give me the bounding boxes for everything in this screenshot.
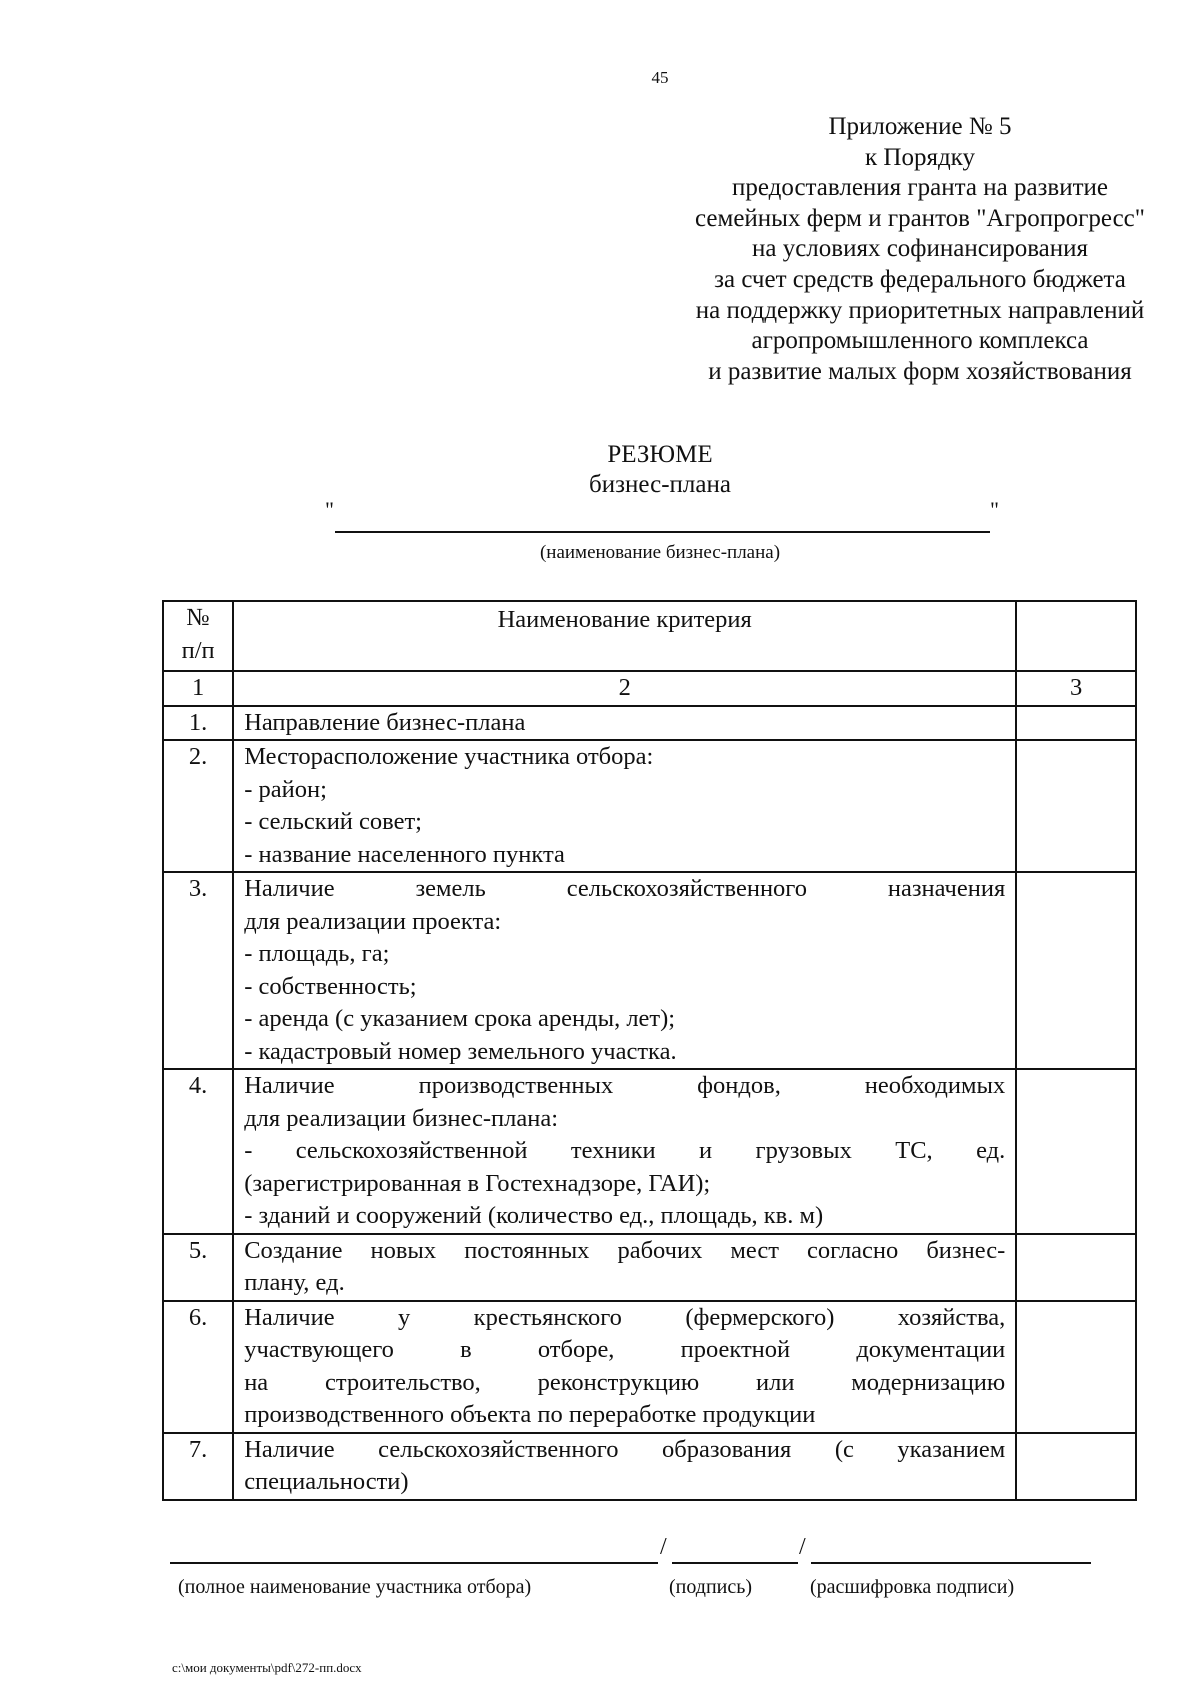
appendix-line: агропромышленного комплекса: [751, 327, 1089, 355]
row-criterion: Месторасположение участника отбора: - район; - сельский совет; - название населенного пункта: [233, 740, 1016, 872]
file-path-footer: с:\мои документы\pdf\272-пп.docx: [172, 1660, 362, 1675]
table-row: [163, 1234, 1136, 1301]
table-row: [163, 872, 1136, 1069]
appendix-line: Приложение № 5: [828, 113, 1012, 140]
appendix-line: на поддержку приоритетных направлений: [695, 296, 1145, 324]
row-value-cell[interactable]: [1016, 740, 1136, 872]
table-row: [163, 740, 1136, 872]
slash-separator: /: [660, 1534, 667, 1560]
row-number: 4.: [163, 1069, 233, 1234]
row-number: 5.: [163, 1234, 233, 1301]
table-row: [163, 1069, 1136, 1234]
table-index-row: [163, 671, 1136, 706]
name-caption: (наименование бизнес-плана): [539, 542, 781, 563]
table-row: [163, 706, 1136, 741]
row-criterion: Создание новых постоянных рабочих мест согласно бизнес- плану, ед.: [233, 1234, 1016, 1301]
row-value-cell[interactable]: [1016, 1433, 1136, 1500]
quote-close: ": [990, 497, 999, 522]
page-number: 45: [651, 68, 669, 87]
decoding-caption: (расшифровка подписи): [810, 1576, 1015, 1598]
title-main: РЕЗЮМЕ: [607, 441, 713, 468]
table-row: [163, 1433, 1136, 1500]
row-criterion: Наличие земель сельскохозяйственного назначения для реализации проекта: - площадь, га; - собственность; - аренда (с указанием срока аренды, лет); - кадастровый номер земельного участка.: [233, 872, 1016, 1069]
row-value-cell[interactable]: [1016, 1234, 1136, 1301]
row-criterion: Наличие сельскохозяйственного образования (с указанием специальности): [233, 1433, 1016, 1500]
title-sub: бизнес-плана: [589, 471, 731, 498]
appendix-line: предоставления гранта на развитие: [731, 174, 1109, 202]
table-header-row: [163, 601, 1136, 671]
table-row: [163, 1301, 1136, 1433]
row-value-cell[interactable]: [1016, 706, 1136, 741]
business-plan-name-field: [0, 497, 1200, 539]
signature-decoding-field[interactable]: [811, 1562, 1091, 1564]
signature-caption: (подпись): [669, 1576, 753, 1598]
quote-open: ": [325, 497, 334, 522]
row-number: 3.: [163, 872, 233, 1069]
header-num: № п/п: [163, 601, 233, 671]
row-number: 2.: [163, 740, 233, 872]
full-name-caption: (полное наименование участника отбора): [178, 1576, 532, 1598]
appendix-header: [600, 112, 1200, 387]
row-value-cell[interactable]: [1016, 1301, 1136, 1433]
row-criterion: Направление бизнес-плана: [233, 706, 1016, 741]
row-value-cell[interactable]: [1016, 872, 1136, 1069]
row-criterion: Наличие производственных фондов, необходимых для реализации бизнес-плана: - сельскохозяйственной техники и грузовых ТС, ед. (зарегистрированная в Гостехнадзоре, ГАИ); - зданий и сооружений (количество ед., площадь, кв. м): [233, 1069, 1016, 1234]
index-cell: 1: [163, 671, 233, 706]
index-cell: 2: [233, 671, 1016, 706]
criteria-table: [162, 600, 1137, 1501]
row-value-cell[interactable]: [1016, 1069, 1136, 1234]
header-value: [1016, 601, 1136, 671]
row-number: 1.: [163, 706, 233, 741]
appendix-line: к Порядку: [865, 143, 975, 171]
signature-field[interactable]: [672, 1562, 798, 1564]
appendix-line: и развитие малых форм хозяйствования: [708, 357, 1132, 385]
header-criterion: Наименование критерия: [233, 601, 1016, 671]
signature-block: [170, 1534, 1090, 1604]
slash-separator: /: [799, 1534, 806, 1560]
appendix-line: на условиях софинансирования: [751, 235, 1089, 263]
index-cell: 3: [1016, 671, 1136, 706]
row-criterion: Наличие у крестьянского (фермерского) хозяйства, участвующего в отборе, проектной документации на строительство, реконструкцию или модернизацию производственного объекта по переработке продукции: [233, 1301, 1016, 1433]
appendix-line: за счет средств федерального бюджета: [714, 265, 1126, 293]
row-number: 7.: [163, 1433, 233, 1500]
name-underline: [335, 531, 990, 533]
full-name-field[interactable]: [170, 1562, 658, 1564]
document-title: [0, 440, 1200, 500]
appendix-line: семейных ферм и грантов "Агропрогресс": [695, 204, 1145, 232]
row-number: 6.: [163, 1301, 233, 1433]
